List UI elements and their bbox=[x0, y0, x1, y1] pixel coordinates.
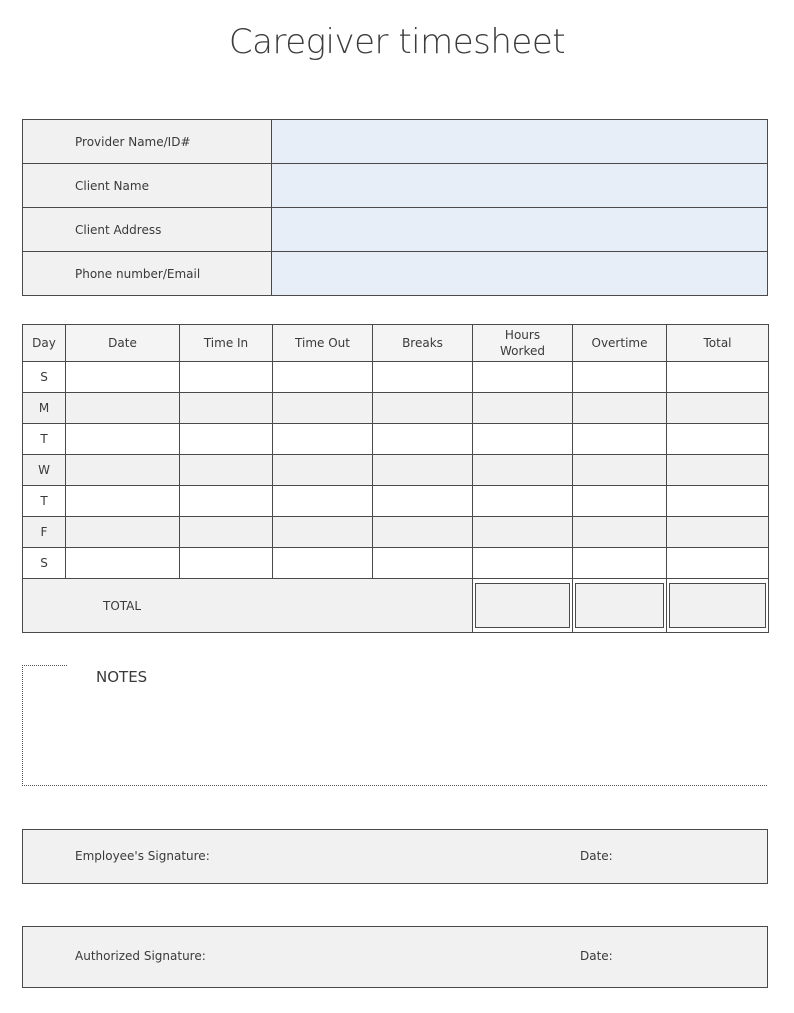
time-in-cell[interactable] bbox=[180, 424, 273, 455]
time-out-cell[interactable] bbox=[273, 393, 373, 424]
date-cell[interactable] bbox=[66, 362, 180, 393]
phone-email-field[interactable] bbox=[272, 252, 768, 296]
header-overtime: Overtime bbox=[573, 325, 667, 362]
overtime-cell[interactable] bbox=[573, 362, 667, 393]
total-cell[interactable] bbox=[667, 548, 769, 579]
time-in-cell[interactable] bbox=[180, 393, 273, 424]
overtime-cell[interactable] bbox=[573, 424, 667, 455]
employee-signature-label: Employee's Signature: bbox=[75, 849, 210, 863]
total-cell[interactable] bbox=[667, 362, 769, 393]
time-out-cell[interactable] bbox=[273, 517, 373, 548]
hours-worked-cell[interactable] bbox=[473, 362, 573, 393]
hours-worked-cell[interactable] bbox=[473, 548, 573, 579]
client-address-label: Client Address bbox=[23, 208, 272, 252]
day-label: S bbox=[23, 548, 66, 579]
weekly-timesheet-table bbox=[22, 324, 769, 633]
header-day: Day bbox=[23, 325, 66, 362]
total-cell[interactable] bbox=[667, 455, 769, 486]
overtime-cell[interactable] bbox=[573, 455, 667, 486]
client-address-field[interactable] bbox=[272, 208, 768, 252]
total-grand-cell[interactable] bbox=[667, 579, 769, 633]
info-table bbox=[22, 119, 768, 296]
time-out-cell[interactable] bbox=[273, 455, 373, 486]
time-in-cell[interactable] bbox=[180, 548, 273, 579]
time-out-cell[interactable] bbox=[273, 548, 373, 579]
day-row bbox=[23, 548, 769, 579]
breaks-cell[interactable] bbox=[373, 424, 473, 455]
time-in-cell[interactable] bbox=[180, 517, 273, 548]
time-out-cell[interactable] bbox=[273, 362, 373, 393]
total-cell[interactable] bbox=[667, 517, 769, 548]
total-row bbox=[23, 579, 769, 633]
overtime-cell[interactable] bbox=[573, 548, 667, 579]
provider-field[interactable] bbox=[272, 120, 768, 164]
time-out-cell[interactable] bbox=[273, 486, 373, 517]
hours-worked-cell[interactable] bbox=[473, 455, 573, 486]
header-row bbox=[23, 325, 769, 362]
header-hours-worked: Hours Worked bbox=[473, 325, 573, 362]
hours-worked-cell[interactable] bbox=[473, 393, 573, 424]
hours-worked-cell[interactable] bbox=[473, 424, 573, 455]
date-cell[interactable] bbox=[66, 455, 180, 486]
client-name-label: Client Name bbox=[23, 164, 272, 208]
day-label: S bbox=[23, 362, 66, 393]
total-label: TOTAL bbox=[23, 579, 473, 633]
day-row bbox=[23, 393, 769, 424]
authorized-signature-box[interactable] bbox=[22, 926, 768, 988]
breaks-cell[interactable] bbox=[373, 486, 473, 517]
date-cell[interactable] bbox=[66, 517, 180, 548]
breaks-cell[interactable] bbox=[373, 548, 473, 579]
total-cell[interactable] bbox=[667, 393, 769, 424]
breaks-cell[interactable] bbox=[373, 393, 473, 424]
header-total: Total bbox=[667, 325, 769, 362]
date-cell[interactable] bbox=[66, 548, 180, 579]
provider-label: Provider Name/ID# bbox=[23, 120, 272, 164]
day-row bbox=[23, 455, 769, 486]
day-row bbox=[23, 517, 769, 548]
time-in-cell[interactable] bbox=[180, 486, 273, 517]
notes-label: NOTES bbox=[96, 668, 148, 686]
authorized-date-label: Date: bbox=[580, 949, 613, 963]
notes-area[interactable] bbox=[22, 665, 767, 786]
authorized-signature-label: Authorized Signature: bbox=[75, 949, 206, 963]
page-title: Caregiver timesheet bbox=[228, 22, 566, 62]
total-overtime-cell[interactable] bbox=[573, 579, 667, 633]
breaks-cell[interactable] bbox=[373, 517, 473, 548]
time-in-cell[interactable] bbox=[180, 455, 273, 486]
day-label: T bbox=[23, 486, 66, 517]
overtime-cell[interactable] bbox=[573, 517, 667, 548]
total-cell[interactable] bbox=[667, 486, 769, 517]
hours-worked-cell[interactable] bbox=[473, 517, 573, 548]
overtime-cell[interactable] bbox=[573, 486, 667, 517]
phone-email-label: Phone number/Email bbox=[23, 252, 272, 296]
total-cell[interactable] bbox=[667, 424, 769, 455]
hours-worked-cell[interactable] bbox=[473, 486, 573, 517]
client-name-field[interactable] bbox=[272, 164, 768, 208]
header-breaks: Breaks bbox=[373, 325, 473, 362]
day-label: F bbox=[23, 517, 66, 548]
day-label: W bbox=[23, 455, 66, 486]
overtime-cell[interactable] bbox=[573, 393, 667, 424]
time-out-cell[interactable] bbox=[273, 424, 373, 455]
info-row-provider bbox=[23, 120, 768, 164]
header-date: Date bbox=[66, 325, 180, 362]
date-cell[interactable] bbox=[66, 486, 180, 517]
date-cell[interactable] bbox=[66, 424, 180, 455]
header-time-in: Time In bbox=[180, 325, 273, 362]
info-row-client-address bbox=[23, 208, 768, 252]
total-hours-worked-cell[interactable] bbox=[473, 579, 573, 633]
info-row-client-name bbox=[23, 164, 768, 208]
day-label: M bbox=[23, 393, 66, 424]
day-row bbox=[23, 424, 769, 455]
day-row bbox=[23, 362, 769, 393]
time-in-cell[interactable] bbox=[180, 362, 273, 393]
employee-signature-box[interactable] bbox=[22, 829, 768, 884]
day-row bbox=[23, 486, 769, 517]
info-row-phone bbox=[23, 252, 768, 296]
employee-date-label: Date: bbox=[580, 849, 613, 863]
date-cell[interactable] bbox=[66, 393, 180, 424]
breaks-cell[interactable] bbox=[373, 455, 473, 486]
breaks-cell[interactable] bbox=[373, 362, 473, 393]
day-label: T bbox=[23, 424, 66, 455]
header-time-out: Time Out bbox=[273, 325, 373, 362]
